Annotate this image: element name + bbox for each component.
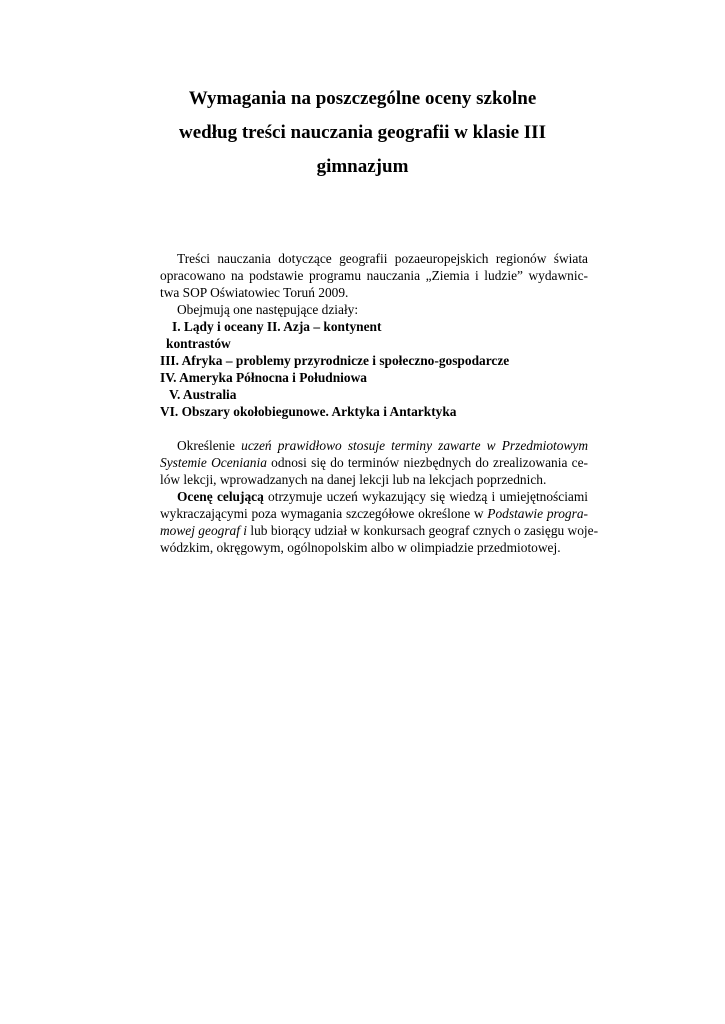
section-item-6: VI. Obszary okołobiegunowe. Arktyka i Antarktyka (160, 404, 457, 419)
grade-paragraph (160, 488, 599, 556)
intro-line-3: twa SOP Oświatowiec Toruń 2009. (160, 285, 349, 300)
definition-term-part-1: uczeń prawidłowo stosuje terminy zawarte w Przedmiotowym (241, 438, 588, 453)
grade-doc-title-2: mowej geograf i (160, 523, 248, 538)
title-line-1: Wymagania na poszczególne oceny szkolne (188, 88, 537, 109)
intro-line-2: opracowano na podstawie programu nauczania „Ziemia i ludzie” wydawnic- (160, 268, 588, 283)
grade-line-4: wódzkim, okręgowym, ogólnopolskim albo w olimpiadzie przedmiotowej. (160, 540, 561, 555)
document-body (160, 250, 599, 556)
grade-line-3 (160, 522, 599, 539)
section-item-5: V. Australia (169, 387, 237, 402)
definition-text: odnosi się do terminów niezbędnych do zrealizowania ce- (266, 455, 588, 470)
definition-paragraph (160, 437, 588, 488)
grade-name: Ocenę celującą (177, 489, 264, 504)
sections-list (160, 318, 588, 420)
grade-doc-title-1: Podstawie progra- (487, 506, 588, 521)
intro-line-1: Treści nauczania dotyczące geografii pozaeuropejskich regionów świata (177, 251, 588, 266)
section-item-1-2: I. Lądy i oceany II. Azja – kontynent (172, 319, 382, 334)
section-item-3: III. Afryka – problemy przyrodnicze i społeczno-gospodarcze (160, 353, 510, 368)
title-line-2: według treści nauczania geografii w klasie III (179, 122, 546, 143)
definition-line-1 (160, 437, 588, 454)
definition-line-2 (160, 454, 588, 471)
document-title (120, 82, 605, 184)
grade-line-1 (160, 488, 588, 505)
grade-line-2 (160, 505, 588, 522)
section-item-2-cont: kontrastów (166, 336, 231, 351)
grade-text-1: otrzymuje uczeń wykazujący się wiedzą i umiejętnościami (263, 489, 589, 504)
intro-paragraph (160, 250, 588, 318)
paragraph-gap (160, 420, 588, 437)
section-item-4: IV. Ameryka Północna i Południowa (160, 370, 367, 385)
grade-text-3: lub biorący udział w konkursach geograf cznych o zasięgu woje- (247, 523, 599, 538)
definition-term-part-2: Systemie Oceniania (160, 455, 267, 470)
title-line-3: gimnazjum (316, 156, 409, 177)
definition-line-3: lów lekcji, wprowadzanych na danej lekcji lub na lekcjach poprzednich. (160, 472, 547, 487)
intro-line-4: Obejmują one następujące działy: (177, 302, 359, 317)
definition-prefix: Określenie (177, 438, 242, 453)
grade-text-2: wykraczającymi poza wymagania szczegółowe określone w (160, 506, 488, 521)
